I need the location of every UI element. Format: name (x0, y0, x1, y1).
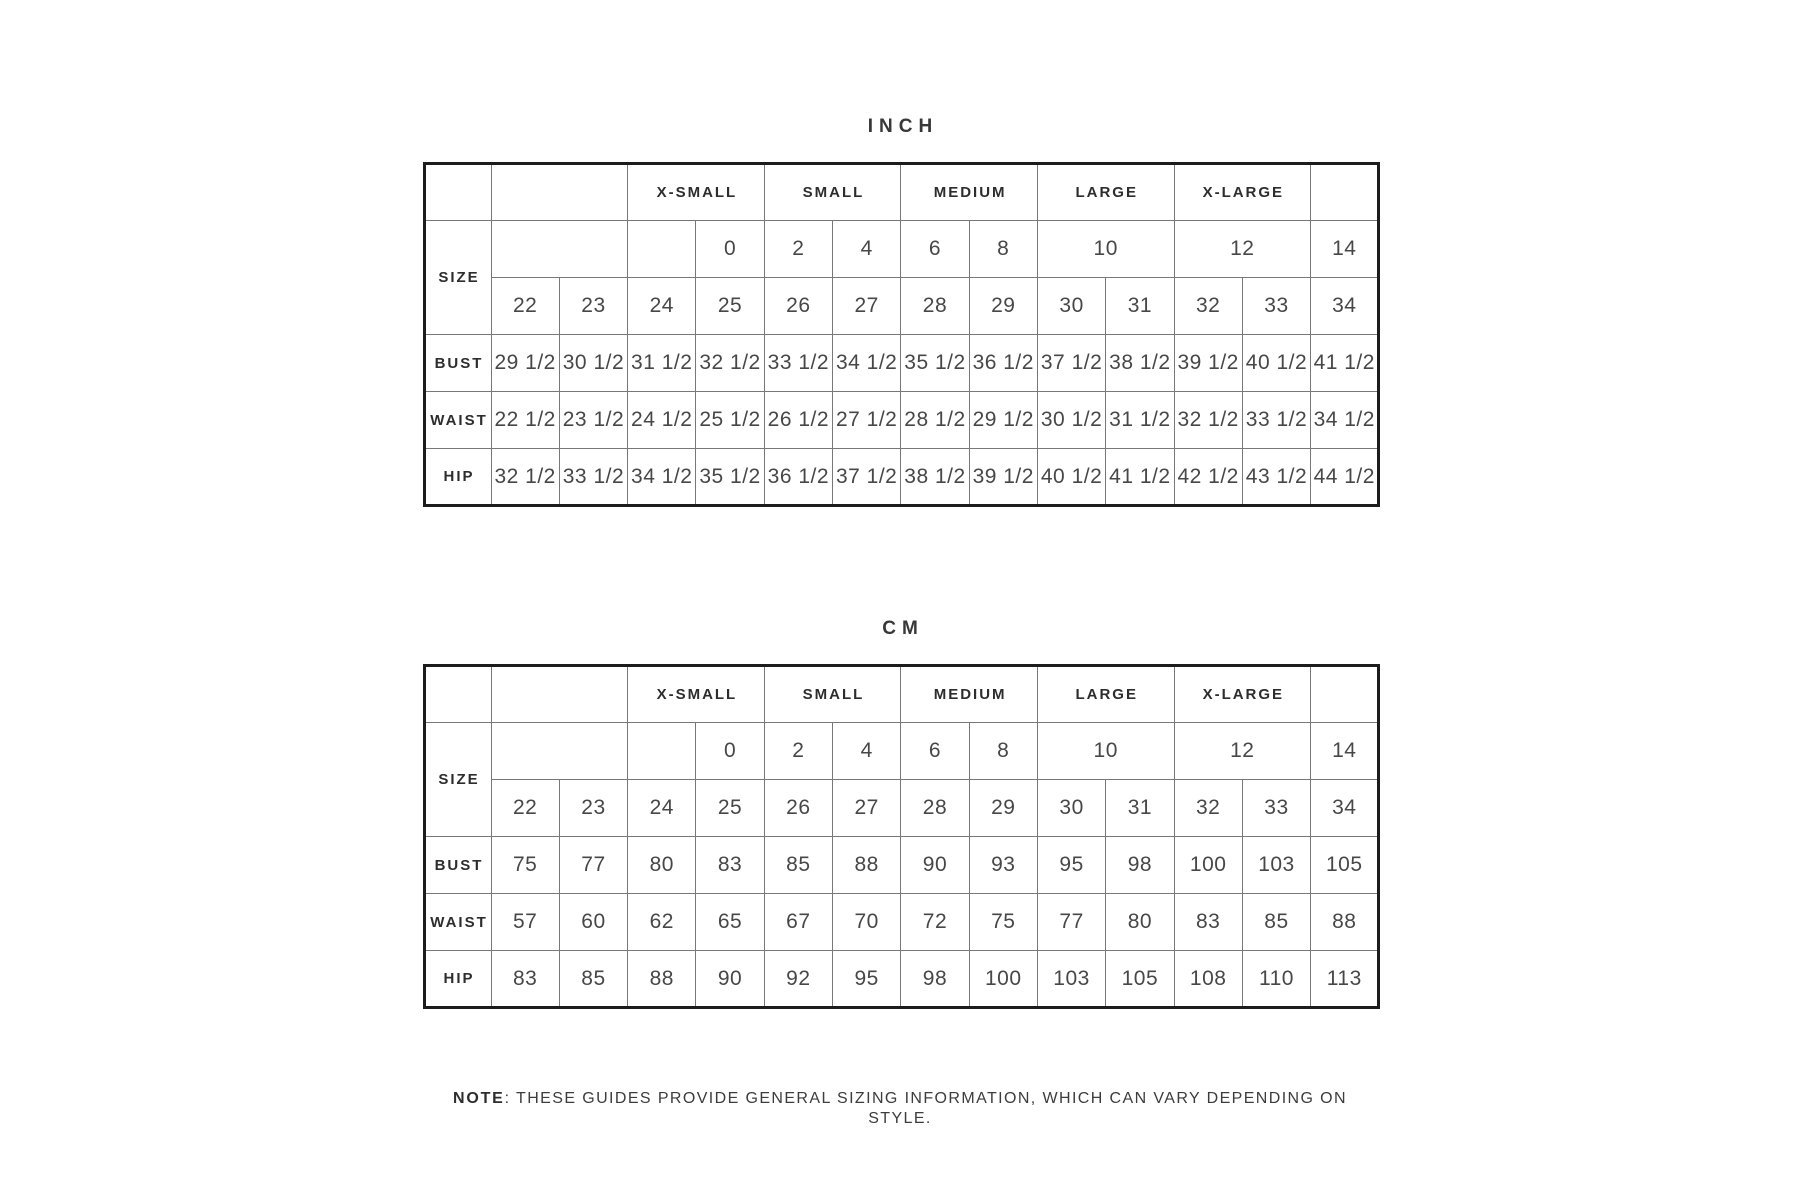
measurement-value-cell: 39 1/2 (969, 449, 1037, 506)
corner-cell (424, 666, 491, 723)
measurement-value-cell: 110 (1242, 951, 1310, 1008)
numeric-size-cell: 28 (901, 780, 969, 837)
table-row (424, 449, 1379, 506)
measurement-value-cell: 30 1/2 (1037, 392, 1105, 449)
numeric-size-cell: 27 (833, 278, 901, 335)
measurement-row-label-cell: BUST (424, 335, 491, 392)
numeric-size-cell: 24 (628, 278, 696, 335)
measurement-row-label-cell: HIP (424, 449, 491, 506)
note-text: THESE GUIDES PROVIDE GENERAL SIZING INFORMATION, WHICH CAN VARY DEPENDING ON STYLE. (516, 1090, 1347, 1127)
measurement-value-cell: 36 1/2 (969, 335, 1037, 392)
measurement-value-cell: 57 (491, 894, 559, 951)
group-header-cell: LARGE (1037, 164, 1174, 221)
numeric-size-cell: 25 (696, 278, 764, 335)
measurement-value-cell: 37 1/2 (833, 449, 901, 506)
measurement-value-cell: 90 (901, 837, 969, 894)
blank-cell (491, 221, 628, 278)
cm-section (423, 618, 1378, 1009)
us-size-cell: 4 (833, 723, 901, 780)
measurement-value-cell: 44 1/2 (1311, 449, 1379, 506)
measurement-row-label-cell: WAIST (424, 392, 491, 449)
measurement-value-cell: 40 1/2 (1037, 449, 1105, 506)
measurement-value-cell: 39 1/2 (1174, 335, 1242, 392)
measurement-value-cell: 108 (1174, 951, 1242, 1008)
measurement-value-cell: 72 (901, 894, 969, 951)
numeric-size-cell: 23 (559, 780, 627, 837)
us-size-cell: 12 (1174, 221, 1311, 278)
table-row (424, 837, 1379, 894)
measurement-value-cell: 75 (969, 894, 1037, 951)
measurement-value-cell: 93 (969, 837, 1037, 894)
blank-cell (491, 666, 628, 723)
note-label: NOTE (452, 1090, 505, 1107)
measurement-value-cell: 38 1/2 (901, 449, 969, 506)
measurement-value-cell: 28 1/2 (901, 392, 969, 449)
measurement-value-cell: 35 1/2 (696, 449, 764, 506)
blank-cell (1311, 164, 1379, 221)
numeric-size-cell: 24 (628, 780, 696, 837)
measurement-value-cell: 98 (1106, 837, 1174, 894)
table-row (424, 780, 1379, 837)
measurement-value-cell: 32 1/2 (1174, 392, 1242, 449)
sizing-note (423, 1089, 1378, 1129)
measurement-value-cell: 103 (1037, 951, 1105, 1008)
measurement-value-cell: 67 (764, 894, 832, 951)
measurement-value-cell: 103 (1242, 837, 1310, 894)
measurement-value-cell: 92 (764, 951, 832, 1008)
measurement-value-cell: 113 (1311, 951, 1379, 1008)
table-row (424, 335, 1379, 392)
group-header-cell: MEDIUM (901, 666, 1038, 723)
us-size-cell: 0 (696, 221, 764, 278)
measurement-value-cell: 33 1/2 (1242, 392, 1310, 449)
numeric-size-cell: 26 (764, 278, 832, 335)
size-row-label-cell: SIZE (424, 221, 491, 335)
numeric-size-cell: 26 (764, 780, 832, 837)
numeric-size-cell: 28 (901, 278, 969, 335)
blank-cell (491, 164, 628, 221)
cm-size-table (423, 664, 1381, 1009)
table-row (424, 392, 1379, 449)
numeric-size-cell: 34 (1311, 278, 1379, 335)
corner-cell (424, 164, 491, 221)
measurement-value-cell: 33 1/2 (559, 449, 627, 506)
us-size-cell: 0 (696, 723, 764, 780)
measurement-value-cell: 27 1/2 (833, 392, 901, 449)
numeric-size-cell: 33 (1242, 780, 1310, 837)
numeric-size-cell: 25 (696, 780, 764, 837)
measurement-value-cell: 25 1/2 (696, 392, 764, 449)
measurement-value-cell: 85 (1242, 894, 1310, 951)
cm-table-title: CM (882, 618, 924, 639)
measurement-value-cell: 75 (491, 837, 559, 894)
blank-cell (628, 221, 696, 278)
numeric-size-cell: 22 (491, 278, 559, 335)
measurement-value-cell: 95 (833, 951, 901, 1008)
measurement-row-label-cell: HIP (424, 951, 491, 1008)
table-row (424, 723, 1379, 780)
measurement-value-cell: 100 (1174, 837, 1242, 894)
measurement-value-cell: 33 1/2 (764, 335, 832, 392)
numeric-size-cell: 31 (1106, 278, 1174, 335)
us-size-cell: 8 (969, 221, 1037, 278)
inch-section (423, 116, 1378, 507)
measurement-value-cell: 23 1/2 (559, 392, 627, 449)
group-header-cell: LARGE (1037, 666, 1174, 723)
measurement-value-cell: 42 1/2 (1174, 449, 1242, 506)
numeric-size-cell: 30 (1037, 780, 1105, 837)
measurement-row-label-cell: BUST (424, 837, 491, 894)
table-row (424, 278, 1379, 335)
numeric-size-cell: 22 (491, 780, 559, 837)
measurement-value-cell: 105 (1106, 951, 1174, 1008)
us-size-cell: 8 (969, 723, 1037, 780)
measurement-value-cell: 26 1/2 (764, 392, 832, 449)
group-header-cell: SMALL (764, 666, 901, 723)
measurement-value-cell: 24 1/2 (628, 392, 696, 449)
inch-table-title: INCH (867, 116, 939, 137)
measurement-value-cell: 34 1/2 (628, 449, 696, 506)
blank-cell (1311, 666, 1379, 723)
group-header-cell: SMALL (764, 164, 901, 221)
group-header-cell: MEDIUM (901, 164, 1038, 221)
table-row (424, 221, 1379, 278)
us-size-cell: 6 (901, 723, 969, 780)
us-size-cell: 14 (1311, 723, 1379, 780)
measurement-value-cell: 88 (833, 837, 901, 894)
measurement-value-cell: 31 1/2 (1106, 392, 1174, 449)
measurement-value-cell: 88 (1311, 894, 1379, 951)
numeric-size-cell: 32 (1174, 278, 1242, 335)
numeric-size-cell: 27 (833, 780, 901, 837)
measurement-value-cell: 31 1/2 (628, 335, 696, 392)
numeric-size-cell: 33 (1242, 278, 1310, 335)
us-size-cell: 4 (833, 221, 901, 278)
measurement-value-cell: 37 1/2 (1037, 335, 1105, 392)
inch-size-table-container (423, 162, 1378, 507)
measurement-value-cell: 36 1/2 (764, 449, 832, 506)
measurement-value-cell: 29 1/2 (969, 392, 1037, 449)
inch-size-table (423, 162, 1381, 507)
measurement-value-cell: 43 1/2 (1242, 449, 1310, 506)
us-size-cell: 6 (901, 221, 969, 278)
measurement-value-cell: 85 (764, 837, 832, 894)
numeric-size-cell: 31 (1106, 780, 1174, 837)
blank-cell (628, 723, 696, 780)
measurement-value-cell: 70 (833, 894, 901, 951)
measurement-value-cell: 83 (491, 951, 559, 1008)
measurement-row-label-cell: WAIST (424, 894, 491, 951)
size-row-label-cell: SIZE (424, 723, 491, 837)
measurement-value-cell: 34 1/2 (1311, 392, 1379, 449)
measurement-value-cell: 32 1/2 (491, 449, 559, 506)
measurement-value-cell: 29 1/2 (491, 335, 559, 392)
measurement-value-cell: 35 1/2 (901, 335, 969, 392)
note-separator: : (504, 1090, 517, 1107)
us-size-cell: 2 (764, 221, 832, 278)
numeric-size-cell: 29 (969, 278, 1037, 335)
numeric-size-cell: 34 (1311, 780, 1379, 837)
measurement-value-cell: 90 (696, 951, 764, 1008)
numeric-size-cell: 32 (1174, 780, 1242, 837)
numeric-size-cell: 23 (559, 278, 627, 335)
blank-cell (491, 723, 628, 780)
us-size-cell: 14 (1311, 221, 1379, 278)
numeric-size-cell: 30 (1037, 278, 1105, 335)
measurement-value-cell: 88 (628, 951, 696, 1008)
us-size-cell: 12 (1174, 723, 1311, 780)
measurement-value-cell: 83 (1174, 894, 1242, 951)
table-row (424, 164, 1379, 221)
measurement-value-cell: 80 (628, 837, 696, 894)
measurement-value-cell: 60 (559, 894, 627, 951)
measurement-value-cell: 85 (559, 951, 627, 1008)
measurement-value-cell: 62 (628, 894, 696, 951)
size-guide-sheet (423, 0, 1378, 1129)
table-row (424, 951, 1379, 1008)
numeric-size-cell: 29 (969, 780, 1037, 837)
measurement-value-cell: 77 (559, 837, 627, 894)
group-header-cell: X-LARGE (1174, 164, 1311, 221)
measurement-value-cell: 95 (1037, 837, 1105, 894)
measurement-value-cell: 98 (901, 951, 969, 1008)
us-size-cell: 10 (1037, 221, 1174, 278)
measurement-value-cell: 83 (696, 837, 764, 894)
measurement-value-cell: 65 (696, 894, 764, 951)
group-header-cell: X-SMALL (628, 666, 765, 723)
measurement-value-cell: 32 1/2 (696, 335, 764, 392)
group-header-cell: X-LARGE (1174, 666, 1311, 723)
measurement-value-cell: 77 (1037, 894, 1105, 951)
cm-size-table-container (423, 664, 1378, 1009)
measurement-value-cell: 80 (1106, 894, 1174, 951)
measurement-value-cell: 100 (969, 951, 1037, 1008)
measurement-value-cell: 41 1/2 (1311, 335, 1379, 392)
measurement-value-cell: 105 (1311, 837, 1379, 894)
measurement-value-cell: 38 1/2 (1106, 335, 1174, 392)
measurement-value-cell: 22 1/2 (491, 392, 559, 449)
group-header-cell: X-SMALL (628, 164, 765, 221)
us-size-cell: 2 (764, 723, 832, 780)
us-size-cell: 10 (1037, 723, 1174, 780)
measurement-value-cell: 40 1/2 (1242, 335, 1310, 392)
measurement-value-cell: 34 1/2 (833, 335, 901, 392)
measurement-value-cell: 41 1/2 (1106, 449, 1174, 506)
table-row (424, 894, 1379, 951)
measurement-value-cell: 30 1/2 (559, 335, 627, 392)
table-row (424, 666, 1379, 723)
